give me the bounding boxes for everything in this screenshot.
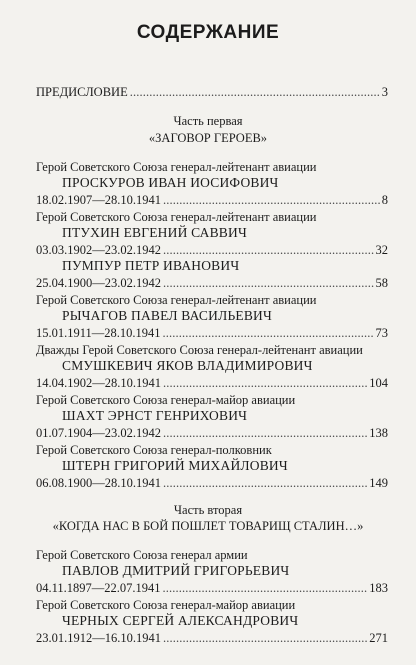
leader-dots bbox=[163, 376, 367, 391]
toc-entry-page: 138 bbox=[369, 426, 388, 440]
leader-dots bbox=[163, 193, 380, 208]
entry-rank: Герой Советского Союза генерал-лейтенант авиации bbox=[36, 210, 317, 224]
toc-entry[interactable] bbox=[36, 376, 388, 391]
entry-name: ШТЕРН ГРИГОРИЙ МИХАЙЛОВИЧ bbox=[62, 458, 288, 473]
entry-name: РЫЧАГОВ ПАВЕЛ ВАСИЛЬЕВИЧ bbox=[62, 308, 272, 323]
toc-entry-page: 32 bbox=[375, 243, 388, 257]
toc-entry-page: 271 bbox=[369, 631, 388, 645]
entry-dates: 03.03.1902—23.02.1942 bbox=[36, 243, 161, 257]
toc-entry-page: 8 bbox=[381, 193, 388, 207]
entry-rank: Герой Советского Союза генерал-майор авиации bbox=[36, 598, 296, 612]
toc-entry[interactable] bbox=[36, 326, 388, 341]
toc-entry[interactable] bbox=[36, 193, 388, 208]
toc-entry-page: 183 bbox=[369, 581, 388, 595]
toc-entry[interactable] bbox=[36, 276, 388, 291]
toc-entry-page: 58 bbox=[375, 276, 388, 290]
part-heading: Часть первая bbox=[173, 114, 243, 128]
entry-rank: Герой Советского Союза генерал-полковник bbox=[36, 443, 272, 457]
entry-dates: 06.08.1900—28.10.1941 bbox=[36, 476, 161, 490]
entry-dates: 23.01.1912—16.10.1941 bbox=[36, 631, 161, 645]
entry-name: ПУМПУР ПЕТР ИВАНОВИЧ bbox=[62, 258, 240, 273]
leader-dots bbox=[163, 243, 374, 258]
leader-dots bbox=[163, 581, 368, 596]
entry-dates: 25.04.1900—23.02.1942 bbox=[36, 276, 161, 290]
toc-entry-page: 3 bbox=[381, 85, 388, 99]
entry-dates: 15.01.1911—28.10.1941 bbox=[36, 326, 161, 340]
entry-name: ЧЕРНЫХ СЕРГЕЙ АЛЕКСАНДРОВИЧ bbox=[62, 613, 299, 628]
toc-entry-preface[interactable] bbox=[36, 85, 388, 100]
toc-entry-page: 149 bbox=[369, 476, 388, 490]
entry-name: ПТУХИН ЕВГЕНИЙ САВВИЧ bbox=[62, 225, 247, 240]
entry-name: ШАХТ ЭРНСТ ГЕНРИХОВИЧ bbox=[62, 408, 248, 423]
entry-rank: Дважды Герой Советского Союза генерал-лейтенант авиации bbox=[36, 343, 363, 357]
entry-dates: 18.02.1907—28.10.1941 bbox=[36, 193, 161, 207]
entry-rank: Герой Советского Союза генерал-майор авиации bbox=[36, 393, 296, 407]
leader-dots bbox=[163, 276, 374, 291]
part-heading: Часть вторая bbox=[173, 503, 243, 517]
entry-name: ПАВЛОВ ДМИТРИЙ ГРИГОРЬЕВИЧ bbox=[62, 563, 290, 578]
toc-entry-label: ПРЕДИСЛОВИЕ bbox=[36, 85, 128, 99]
page-title: СОДЕРЖАНИЕ bbox=[136, 22, 280, 43]
leader-dots bbox=[163, 326, 374, 341]
toc-entry-page: 73 bbox=[375, 326, 388, 340]
leader-dots bbox=[163, 631, 367, 646]
toc-entry[interactable] bbox=[36, 476, 388, 491]
entry-name: ПРОСКУРОВ ИВАН ИОСИФОВИЧ bbox=[62, 175, 279, 190]
toc-entry[interactable] bbox=[36, 426, 388, 441]
toc-entry[interactable] bbox=[36, 581, 388, 596]
entry-dates: 01.07.1904—23.02.1942 bbox=[36, 426, 161, 440]
part-subtitle: «ЗАГОВОР ГЕРОЕВ» bbox=[148, 131, 268, 145]
entry-rank: Герой Советского Союза генерал-лейтенант авиации bbox=[36, 160, 317, 174]
entry-rank: Герой Советского Союза генерал армии bbox=[36, 548, 248, 562]
leader-dots bbox=[130, 85, 380, 100]
part-subtitle: «КОГДА НАС В БОЙ ПОШЛЕТ ТОВАРИЩ СТАЛИН…» bbox=[52, 519, 364, 533]
toc-entry-page: 104 bbox=[369, 376, 388, 390]
entry-rank: Герой Советского Союза генерал-лейтенант авиации bbox=[36, 293, 317, 307]
entry-dates: 14.04.1902—28.10.1941 bbox=[36, 376, 161, 390]
toc-entry[interactable] bbox=[36, 631, 388, 646]
entry-dates: 04.11.1897—22.07.1941 bbox=[36, 581, 161, 595]
leader-dots bbox=[163, 476, 367, 491]
leader-dots bbox=[163, 426, 367, 441]
entry-name: СМУШКЕВИЧ ЯКОВ ВЛАДИМИРОВИЧ bbox=[62, 358, 313, 373]
toc-entry[interactable] bbox=[36, 243, 388, 258]
